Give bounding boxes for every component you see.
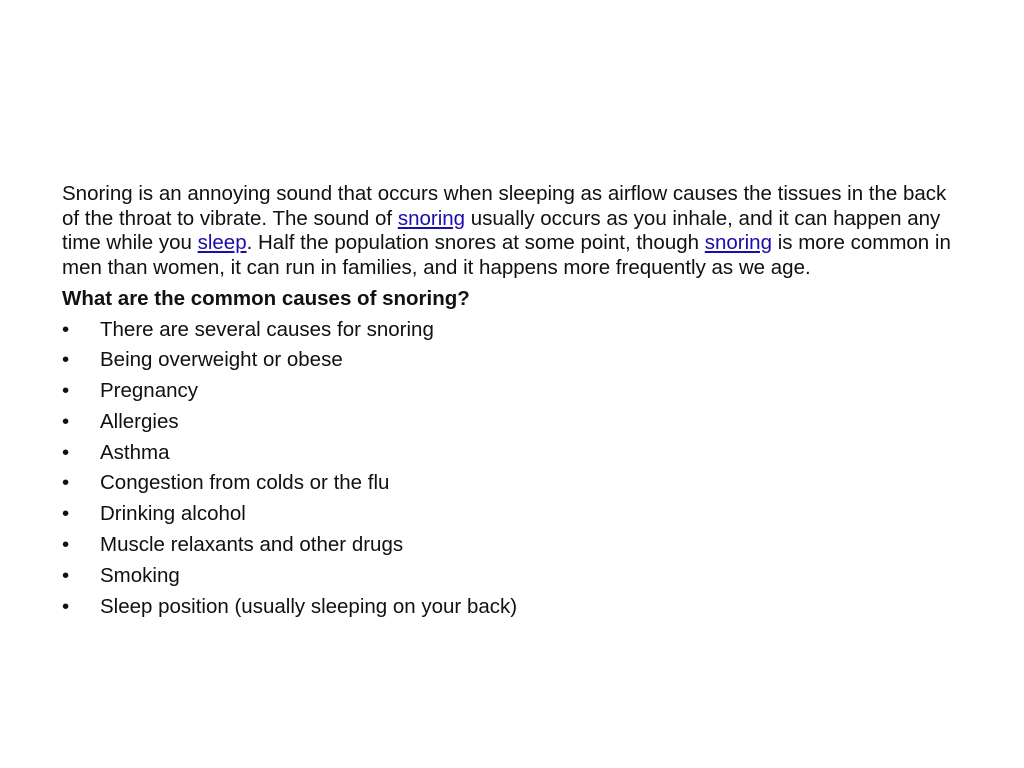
list-item <box>62 595 962 620</box>
bullet-icon: • <box>62 409 70 433</box>
list-item <box>62 410 962 435</box>
list-item-text: Congestion from colds or the flu <box>100 471 390 495</box>
list-item-text: There are several causes for snoring <box>100 317 434 341</box>
list-item-text: Pregnancy <box>100 379 199 403</box>
bullet-icon: • <box>62 348 70 372</box>
bullet-icon: • <box>62 379 70 403</box>
list-item <box>62 471 962 496</box>
intro-text-2: usually occurs as you inhale, and it can happen any time while you <box>62 206 941 254</box>
snoring-link[interactable]: snoring <box>397 206 466 230</box>
list-item <box>62 348 962 373</box>
causes-list <box>62 318 962 620</box>
intro-text-4: is more common in men than women, it can run in families, and it happens more frequently as we age. <box>62 231 951 279</box>
intro-text-3: . Half the population snores at some point, though <box>246 231 705 254</box>
bullet-icon: • <box>62 563 70 587</box>
list-item <box>62 533 962 558</box>
list-item <box>62 318 962 343</box>
bullet-icon: • <box>62 502 70 526</box>
bullet-icon: • <box>62 317 70 341</box>
list-item <box>62 564 962 589</box>
bullet-icon: • <box>62 533 70 557</box>
list-item-text: Asthma <box>100 440 170 464</box>
intro-paragraph <box>62 182 962 280</box>
list-item-text: Sleep position (usually sleeping on your back) <box>100 594 518 618</box>
intro-text-1: Snoring is an annoying sound that occurs when sleeping as airflow causes the tissues in the back of the throat to vibrate. The sound of <box>62 182 947 230</box>
list-item <box>62 441 962 466</box>
list-item-text: Muscle relaxants and other drugs <box>100 533 404 557</box>
list-item <box>62 502 962 527</box>
list-item-text: Being overweight or obese <box>100 348 343 372</box>
bullet-icon: • <box>62 471 70 495</box>
slide-content <box>62 182 962 625</box>
sleep-link[interactable]: sleep <box>197 231 247 254</box>
list-item <box>62 379 962 404</box>
list-item-text: Allergies <box>100 409 179 433</box>
bullet-icon: • <box>62 594 70 618</box>
list-item-text: Smoking <box>100 563 180 587</box>
bullet-icon: • <box>62 440 70 464</box>
causes-heading: What are the common causes of snoring? <box>62 287 470 310</box>
list-item-text: Drinking alcohol <box>100 502 246 526</box>
snoring-link-2[interactable]: snoring <box>704 231 772 254</box>
